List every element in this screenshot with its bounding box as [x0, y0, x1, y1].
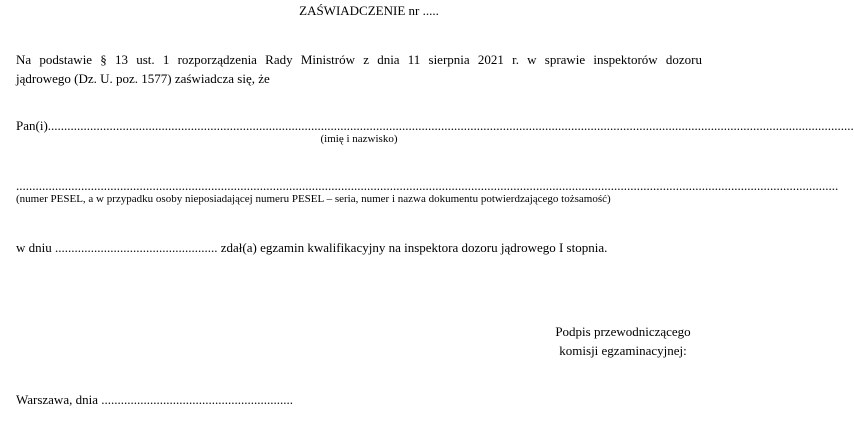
place-date-line [16, 390, 293, 409]
name-caption: (imię i nazwisko) [320, 133, 398, 145]
exam-line [16, 238, 607, 257]
id-dots: ............................................................................................................................................................................................................................................................. [16, 178, 839, 193]
signature-block [540, 322, 706, 360]
document-title: ZAŚWIADCZENIE nr ..... [299, 3, 439, 18]
intro-line-1: Na podstawie § 13 ust. 1 rozporządzenia Rady Ministrów z dnia 11 sierpnia 2021 r. w sprawie inspektorów dozoru [16, 52, 702, 67]
exam-text: zdał(a) egzamin kwalifikacyjny na inspektora dozoru jądrowego I stopnia. [220, 240, 608, 255]
signature-line-1: Podpis przewodniczącego [555, 324, 691, 339]
date-label: w dniu [16, 240, 52, 255]
name-label: Pan(i) [16, 118, 48, 133]
signature-line-2: komisji egzaminacyjnej: [559, 343, 687, 358]
id-caption: (numer PESEL, a w przypadku osoby nieposiadającej numeru PESEL – seria, numer i nazwa dokumentu potwierdzającego tożsamość) [16, 193, 611, 205]
date-dots: .................................................. [55, 240, 218, 255]
name-dots: ........................................................................................................................................................................................................................................................ [47, 118, 854, 133]
place-label: Warszawa, dnia [16, 392, 98, 407]
intro-line-2: jądrowego (Dz. U. poz. 1577) zaświadcza się, że [16, 71, 270, 86]
place-dots: ........................................................... [101, 392, 293, 407]
intro-paragraph [16, 50, 702, 88]
